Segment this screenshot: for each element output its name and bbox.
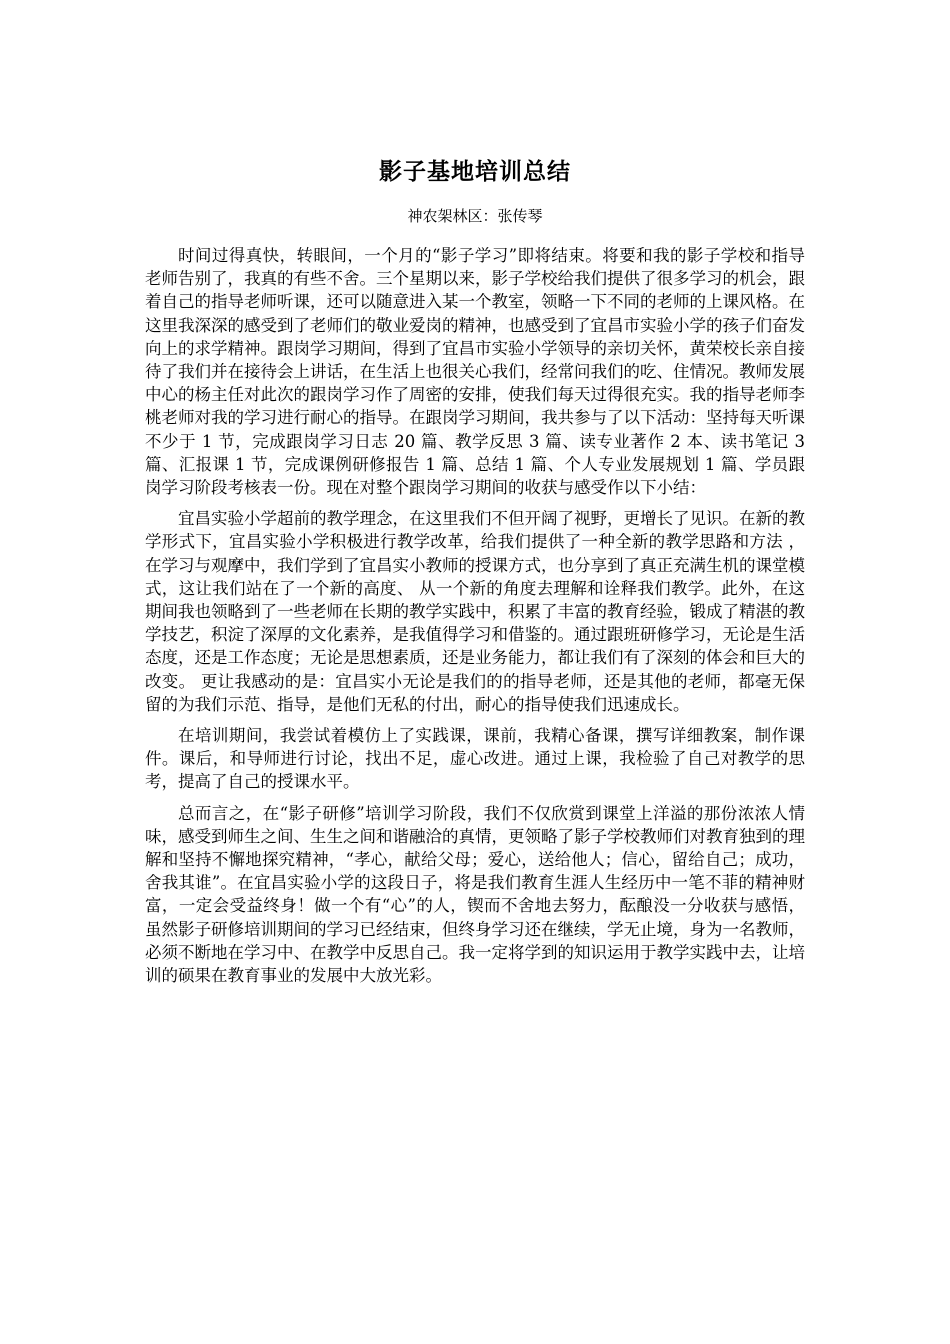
paragraph-2: 宜昌实验小学超前的教学理念，在这里我们不但开阔了视野，更增长了见识。在新的教学形式下，宜昌实验小学积极进行教学改革，给我们提供了一种全新的教学思路和方法 ，在学习与观摩中，我们学到了宜昌实小教师的授课方式，也分享到了真正充满生机的课堂模式，这让我们站在了一个新的高度、 从一个新的角度去理解和诠释我们教学。此外，在这期间我也领略到了一些老师在长期的教学实践中，积累了丰富的教育经验，锻成了精湛的教学技艺，积淀了深厚的文化素养，是我值得学习和借鉴的。通过跟班研修学习，无论是生活态度，还是工作态度；无论是思想素质，还是业务能力，都让我们有了深刻的体会和巨大的改变。 更让我感动的是：宜昌实小无论是我们的的指导老师，还是其他的老师，都毫无保留的为我们示范、指导，是他们无私的付出，耐心的指导使我们迅速成长。 <box>145 509 805 714</box>
document-title: 影子基地培训总结 <box>379 158 571 185</box>
document-body <box>145 244 805 995</box>
paragraph-3: 在培训期间，我尝试着模仿上了实践课，课前，我精心备课，撰写详细教案，制作课件。课后，和导师进行讨论，找出不足，虚心改进。通过上课，我检验了自己对教学的思考，提高了自己的授课水平。 <box>145 726 805 792</box>
paragraph-1: 时间过得真快，转眼间，一个月的“影子学习”即将结束。将要和我的影子学校和指导老师告别了，我真的有些不舍。三个星期以来，影子学校给我们提供了很多学习的机会，跟着自己的指导老师听课，还可以随意进入某一个教室，领略一下不同的老师的上课风格。在这里我深深的感受到了老师们的敬业爱岗的精神，也感受到了宜昌市实验小学的孩子们奋发向上的求学精神。跟岗学习期间，得到了宜昌市实验小学领导的亲切关怀，黄荣校长亲自接待了我们并在接待会上讲话，在生活上也很关心我们，经常问我们的吃、住情况。教师发展中心的杨主任对此次的跟岗学习作了周密的安排，使我们每天过得很充实。我的指导老师李桃老师对我的学习进行耐心的指导。在跟岗学习期间，我共参与了以下活动：坚持每天听课不少于 1 节，完成跟岗学习日志 20 篇、教学反思 3 篇、读专业著作 2 本、读书笔记 3 篇、汇报课 1 节，完成课例研修报告 1 篇、总结 1 篇、个人专业发展规划 1 篇、学员跟岗学习阶段考核表一份。现在对整个跟岗学习期间的收获与感受作以下小结： <box>145 246 805 498</box>
paragraph-4: 总而言之，在“影子研修”培训学习阶段，我们不仅欣赏到课堂上洋溢的那份浓浓人情味，感受到师生之间、生生之间和谐融洽的真情，更领略了影子学校教师们对教育独到的理解和坚持不懈地探究精神，“孝心，献给父母；爱心，送给他人；信心，留给自己；成功，舍我其谁”。在宜昌实验小学的这段日子，将是我们教育生涯人生经历中一笔不菲的精神财富，一定会受益终身！做一个有“心”的人，锲而不舍地去努力，酝酿没一分收获与感悟，虽然影子研修培训期间的学习已经结束，但终身学习还在继续，学无止境，身为一名教师，必须不断地在学习中、在教学中反思自己。我一定将学到的知识运用于教学实践中去，让培训的硕果在教育事业的发展中大放光彩。 <box>145 803 805 986</box>
document-author: 神农架林区：张传琴 <box>407 207 543 225</box>
